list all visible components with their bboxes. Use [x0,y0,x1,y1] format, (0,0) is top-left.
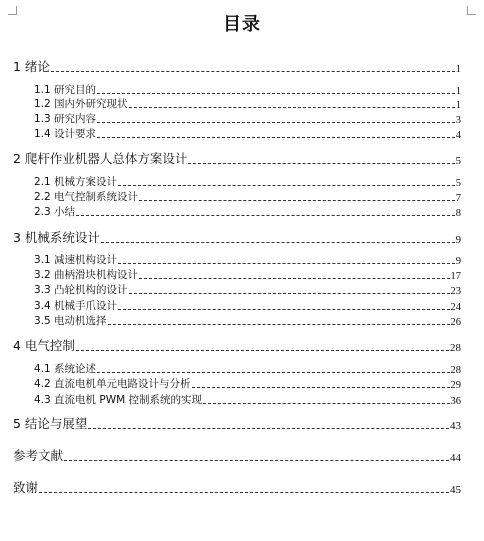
toc-chapter-entry[interactable] [0,151,484,167]
toc-chapter-entry[interactable] [0,230,484,246]
dot-leader [76,349,449,351]
toc-section-entry[interactable] [0,362,484,376]
dot-leader [108,323,450,325]
toc-label: 2 爬杆作业机器人总体方案设计 [13,151,188,166]
dot-leader [97,136,455,138]
dot-leader [139,277,449,279]
dot-leader [188,162,454,164]
toc-label: 3.2 曲柄滑块机构设计 [34,269,139,281]
toc-page-number: 1 [455,100,461,111]
toc-label: 3.1 减速机构设计 [34,254,118,266]
toc-page-number: 36 [450,396,461,407]
toc-page-number: 9 [455,256,461,267]
toc-label: 3.5 电动机选择 [34,315,107,327]
toc-page-number: 23 [450,286,461,297]
dot-leader [203,402,450,404]
toc-label: 3 机械系统设计 [13,230,100,245]
toc-label: 致谢 [13,480,39,495]
toc-label: 4.3 直流电机 PWM 控制系统的实现 [34,394,202,406]
toc-page-number: 24 [450,302,461,313]
dot-leader [97,92,455,94]
toc-page-number: 17 [450,271,461,282]
toc-page-number: 28 [450,365,461,376]
toc-section-entry[interactable] [0,83,484,97]
toc-section-entry[interactable] [0,97,484,111]
dot-leader [118,308,449,310]
toc-section-entry[interactable] [0,253,484,267]
toc-page-number: 28 [450,342,461,354]
toc-page-number: 7 [455,193,461,204]
toc-page-number: 44 [450,452,461,464]
toc-label: 4.2 直流电机单元电路设计与分析 [34,378,191,390]
toc-section-entry[interactable] [0,299,484,313]
dot-leader [88,427,449,429]
toc-page-number: 4 [455,130,461,141]
page-title: 目录 [223,14,261,35]
toc-page-number: 3 [455,115,461,126]
toc-page-number: 5 [455,155,461,167]
dot-leader [118,262,455,264]
toc-label: 1.3 研究内容 [34,113,97,125]
dot-leader [64,459,449,461]
dot-leader [97,121,455,123]
dot-leader [118,184,455,186]
toc-chapter-entry[interactable] [0,338,484,354]
toc-label: 2.1 机械方案设计 [34,176,118,188]
dot-leader [39,491,449,493]
toc-label: 2.3 小结 [34,206,76,218]
toc-section-entry[interactable] [0,175,484,189]
dot-leader [101,241,455,243]
toc-section-entry[interactable] [0,314,484,328]
dot-leader [97,371,449,373]
toc-label: 3.4 机械手爪设计 [34,300,118,312]
dot-leader [51,70,455,72]
toc-section-entry[interactable] [0,377,484,391]
toc-page-number: 45 [450,484,461,496]
toc-label: 1 绪论 [13,59,50,74]
dot-leader [192,386,450,388]
toc-page-number: 29 [450,380,461,391]
toc-label: 4 电气控制 [13,338,75,353]
toc-chapter-entry[interactable] [0,59,484,75]
toc-section-entry[interactable] [0,190,484,204]
toc-label: 1.1 研究目的 [34,84,97,96]
toc-section-entry[interactable] [0,127,484,141]
toc-page-number: 8 [455,208,461,219]
toc-section-entry[interactable] [0,112,484,126]
toc-section-entry[interactable] [0,268,484,282]
dot-leader [129,292,450,294]
toc-label: 1.4 设计要求 [34,128,97,140]
toc-page-number: 43 [450,420,461,432]
toc-section-entry[interactable] [0,393,484,407]
toc-section-entry[interactable] [0,205,484,219]
toc-chapter-entry[interactable] [0,480,484,496]
dot-leader [129,106,455,108]
toc-chapter-entry[interactable] [0,416,484,432]
toc-page-number: 9 [455,234,461,246]
dot-leader [76,214,455,216]
toc-label: 2.2 电气控制系统设计 [34,191,139,203]
toc-page-number: 1 [455,86,461,97]
toc-label: 3.3 凸轮机构的设计 [34,284,128,296]
toc-label: 参考文献 [13,448,64,463]
toc-page-number: 26 [450,317,461,328]
toc-page-number: 5 [455,178,461,189]
toc-chapter-entry[interactable] [0,448,484,464]
toc-label: 4.1 系统论述 [34,363,97,375]
toc-section-entry[interactable] [0,283,484,297]
toc-page-number: 1 [455,63,461,75]
toc-label: 1.2 国内外研究现状 [34,98,128,110]
toc-label: 5 结论与展望 [13,416,88,431]
dot-leader [139,199,455,201]
